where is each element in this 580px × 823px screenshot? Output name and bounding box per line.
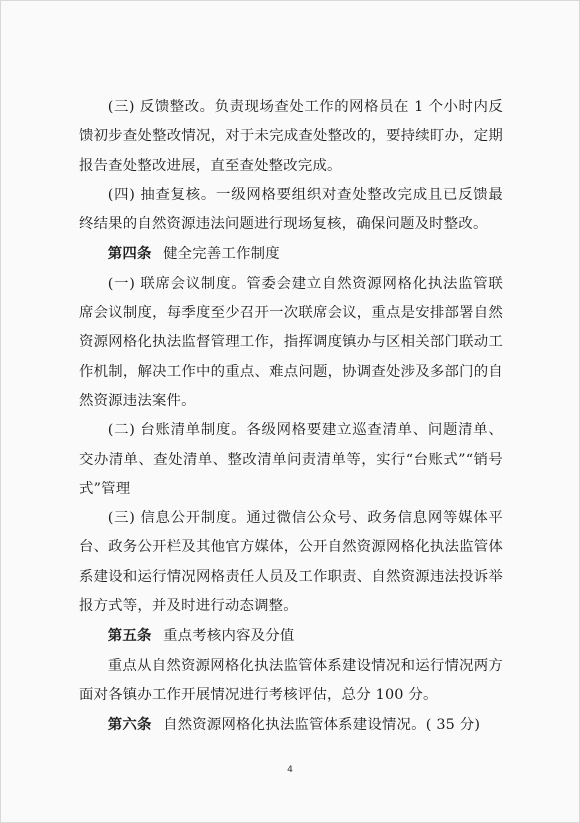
document-body bbox=[79, 93, 503, 741]
paragraph-ledger-list-system: (二) 台账清单制度。各级网格要建立巡查清单、问题清单、交办清单、查处清单、整改清单问责清单等，实行“台账式”“销号式”管理 bbox=[79, 422, 503, 497]
article-title: 重点考核内容及分值 bbox=[163, 628, 295, 645]
article-number: 第四条 bbox=[107, 245, 152, 263]
article-title: 自然资源网格化执法监管体系建设情况。( 35 分) bbox=[163, 717, 481, 734]
article-6-heading bbox=[79, 710, 503, 740]
article-number: 第六条 bbox=[107, 716, 152, 734]
paragraph-feedback-rectification: (三) 反馈整改。负责现场查处工作的网格员在 1 个小时内反馈初步查处整改情况，对于未完成查处整改的，要持续盯办，定期报告查处整改进展，直至查处整改完成。 bbox=[79, 99, 503, 174]
paragraph-joint-meeting-system: (一) 联席会议制度。管委会建立自然资源网格化执法监管联席会议制度，每季度至少召开一次联席会议，重点是安排部署自然资源网格化执法监督管理工作，指挥调度镇办与区相关部门联动工作机制，解决工作中的重点、难点问题，协调查处涉及多部门的自然资源违法案件。 bbox=[79, 275, 503, 409]
article-5-heading bbox=[79, 621, 503, 651]
paragraph-assessment-scope: 重点从自然资源网格化执法监管体系建设情况和运行情况两方面对各镇办工作开展情况进行考核评估，总分 100 分。 bbox=[79, 657, 503, 703]
paragraph-information-disclosure: (三) 信息公开制度。通过微信公众号、政务信息网等媒体平台、政务公开栏及其他官方媒体，公开自然资源网格化执法监管体系建设和运行情况网格责任人员及工作职责、自然资源违法投诉举报方式等，并及时进行动态调整。 bbox=[79, 510, 503, 615]
article-title: 健全完善工作制度 bbox=[163, 246, 280, 263]
page-number: 4 bbox=[287, 765, 293, 775]
paragraph-spot-check-review: (四) 抽查复核。一级网格要组织对查处整改完成且已反馈最终结果的自然资源违法问题进行现场复核，确保问题及时整改。 bbox=[79, 186, 503, 233]
article-number: 第五条 bbox=[107, 627, 152, 645]
article-4-heading bbox=[79, 239, 503, 269]
